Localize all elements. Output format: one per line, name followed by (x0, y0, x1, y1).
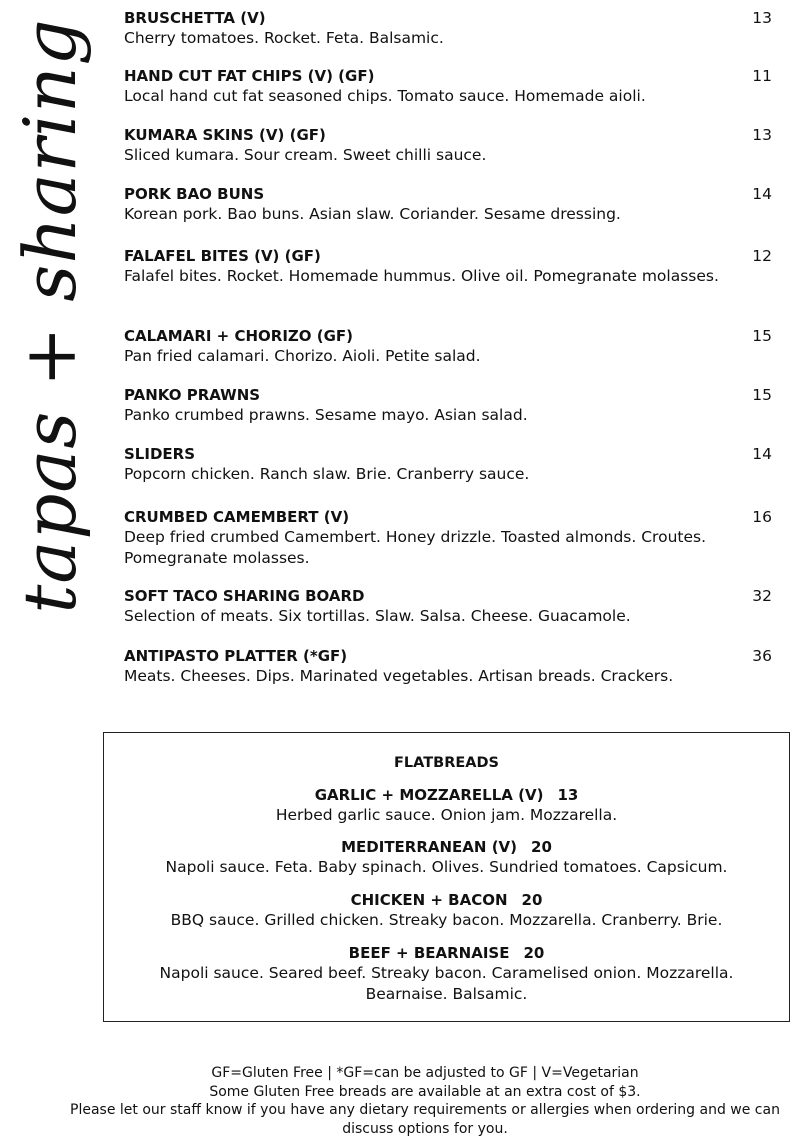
item-name: FALAFEL BITES (V) (GF) (124, 247, 321, 265)
item-price: 36 (752, 647, 772, 665)
item-name: SOFT TACO SHARING BOARD (124, 587, 365, 605)
flatbread-item-garlic-mozzarella (104, 785, 789, 826)
item-description: Local hand cut fat seasoned chips. Tomato sauce. Homemade aioli. (124, 87, 646, 105)
menu-item-kumara-skins (124, 125, 772, 166)
flatbread-name-line (104, 785, 789, 805)
item-description: Pan fried calamari. Chorizo. Aioli. Petite salad. (124, 347, 481, 365)
item-price: 11 (752, 67, 772, 85)
flatbread-name-line (104, 890, 789, 910)
menu-item-bruschetta (124, 8, 772, 49)
menu-item-soft-taco-board (124, 586, 772, 627)
flatbreads-box (103, 732, 790, 1022)
flatbread-description: Herbed garlic sauce. Onion jam. Mozzarella. (275, 806, 618, 824)
item-name: PORK BAO BUNS (124, 185, 265, 203)
dietary-footer (60, 1064, 790, 1138)
flatbread-name-line (124, 943, 769, 963)
flatbreads-heading: FLATBREADS (394, 755, 499, 771)
flatbread-name: CHICKEN + BACON (350, 891, 508, 909)
flatbread-description: Napoli sauce. Feta. Baby spinach. Olives. Sundried tomatoes. Capsicum. (165, 858, 728, 876)
menu-item-antipasto-platter (124, 646, 772, 687)
flatbread-name: MEDITERRANEAN (V) (341, 838, 518, 856)
item-price: 14 (752, 185, 772, 203)
flatbread-price: 20 (531, 838, 552, 856)
menu-item-crumbed-camembert (124, 507, 772, 569)
item-price: 14 (752, 445, 772, 463)
item-name: BRUSCHETTA (V) (124, 9, 266, 27)
item-name: CALAMARI + CHORIZO (GF) (124, 327, 354, 345)
item-price: 13 (752, 9, 772, 27)
item-name: HAND CUT FAT CHIPS (V) (GF) (124, 67, 375, 85)
menu-item-calamari-chorizo (124, 326, 772, 367)
item-description: Korean pork. Bao buns. Asian slaw. Coriander. Sesame dressing. (124, 205, 621, 223)
item-description: Deep fried crumbed Camembert. Honey drizzle. Toasted almonds. Croutes. Pomegranate molasses. (124, 528, 707, 567)
menu-item-falafel-bites (124, 246, 772, 287)
item-name: CRUMBED CAMEMBERT (V) (124, 508, 350, 526)
item-description: Popcorn chicken. Ranch slaw. Brie. Cranberry sauce. (124, 465, 530, 483)
flatbread-item-mediterranean (104, 837, 789, 878)
flatbread-price: 20 (521, 891, 543, 909)
menu-item-panko-prawns (124, 385, 772, 426)
item-price: 32 (752, 587, 772, 605)
item-description: Cherry tomatoes. Rocket. Feta. Balsamic. (124, 29, 444, 47)
item-name: KUMARA SKINS (V) (GF) (124, 126, 326, 144)
item-price: 15 (752, 386, 772, 404)
item-description: Selection of meats. Six tortillas. Slaw. Salsa. Cheese. Guacamole. (124, 607, 631, 625)
menu-item-sliders (124, 444, 772, 485)
section-title-text: tapas + sharing (8, 18, 92, 614)
footer-gluten-free-note: Some Gluten Free breads are available at an extra cost of $3. (209, 1083, 641, 1100)
menu-item-pork-bao-buns (124, 184, 772, 225)
flatbread-item-chicken-bacon (104, 890, 789, 931)
flatbread-price: 13 (557, 786, 579, 804)
flatbread-name: BEEF + BEARNAISE (348, 944, 510, 962)
item-price: 12 (752, 247, 772, 265)
flatbread-price: 20 (523, 944, 545, 962)
item-description: Panko crumbed prawns. Sesame mayo. Asian salad. (124, 406, 528, 424)
item-name: SLIDERS (124, 445, 195, 463)
item-price: 13 (752, 126, 772, 144)
item-description: Sliced kumara. Sour cream. Sweet chilli sauce. (124, 146, 487, 164)
item-description: Meats. Cheeses. Dips. Marinated vegetables. Artisan breads. Crackers. (124, 667, 674, 685)
flatbread-item-beef-bearnaise (124, 943, 769, 1005)
item-price: 15 (752, 327, 772, 345)
item-price: 16 (752, 508, 772, 526)
flatbread-description: BBQ sauce. Grilled chicken. Streaky bacon. Mozzarella. Cranberry. Brie. (170, 911, 723, 929)
menu-item-hand-cut-fat-chips (124, 66, 772, 107)
flatbread-description: Napoli sauce. Seared beef. Streaky bacon. Caramelised onion. Mozzarella. Bearnaise. Balsamic. (159, 964, 734, 1003)
item-description: Falafel bites. Rocket. Homemade hummus. Olive oil. Pomegranate molasses. (124, 267, 719, 285)
item-name: PANKO PRAWNS (124, 386, 261, 404)
footer-allergy-note: Please let our staff know if you have any dietary requirements or allergies when ordering and we can discuss options for you. (70, 1102, 780, 1137)
flatbread-name: GARLIC + MOZZARELLA (V) (314, 786, 544, 804)
item-name: ANTIPASTO PLATTER (*GF) (124, 647, 348, 665)
flatbread-name-line (104, 837, 789, 857)
footer-legend: GF=Gluten Free | *GF=can be adjusted to GF | V=Vegetarian (211, 1065, 639, 1081)
